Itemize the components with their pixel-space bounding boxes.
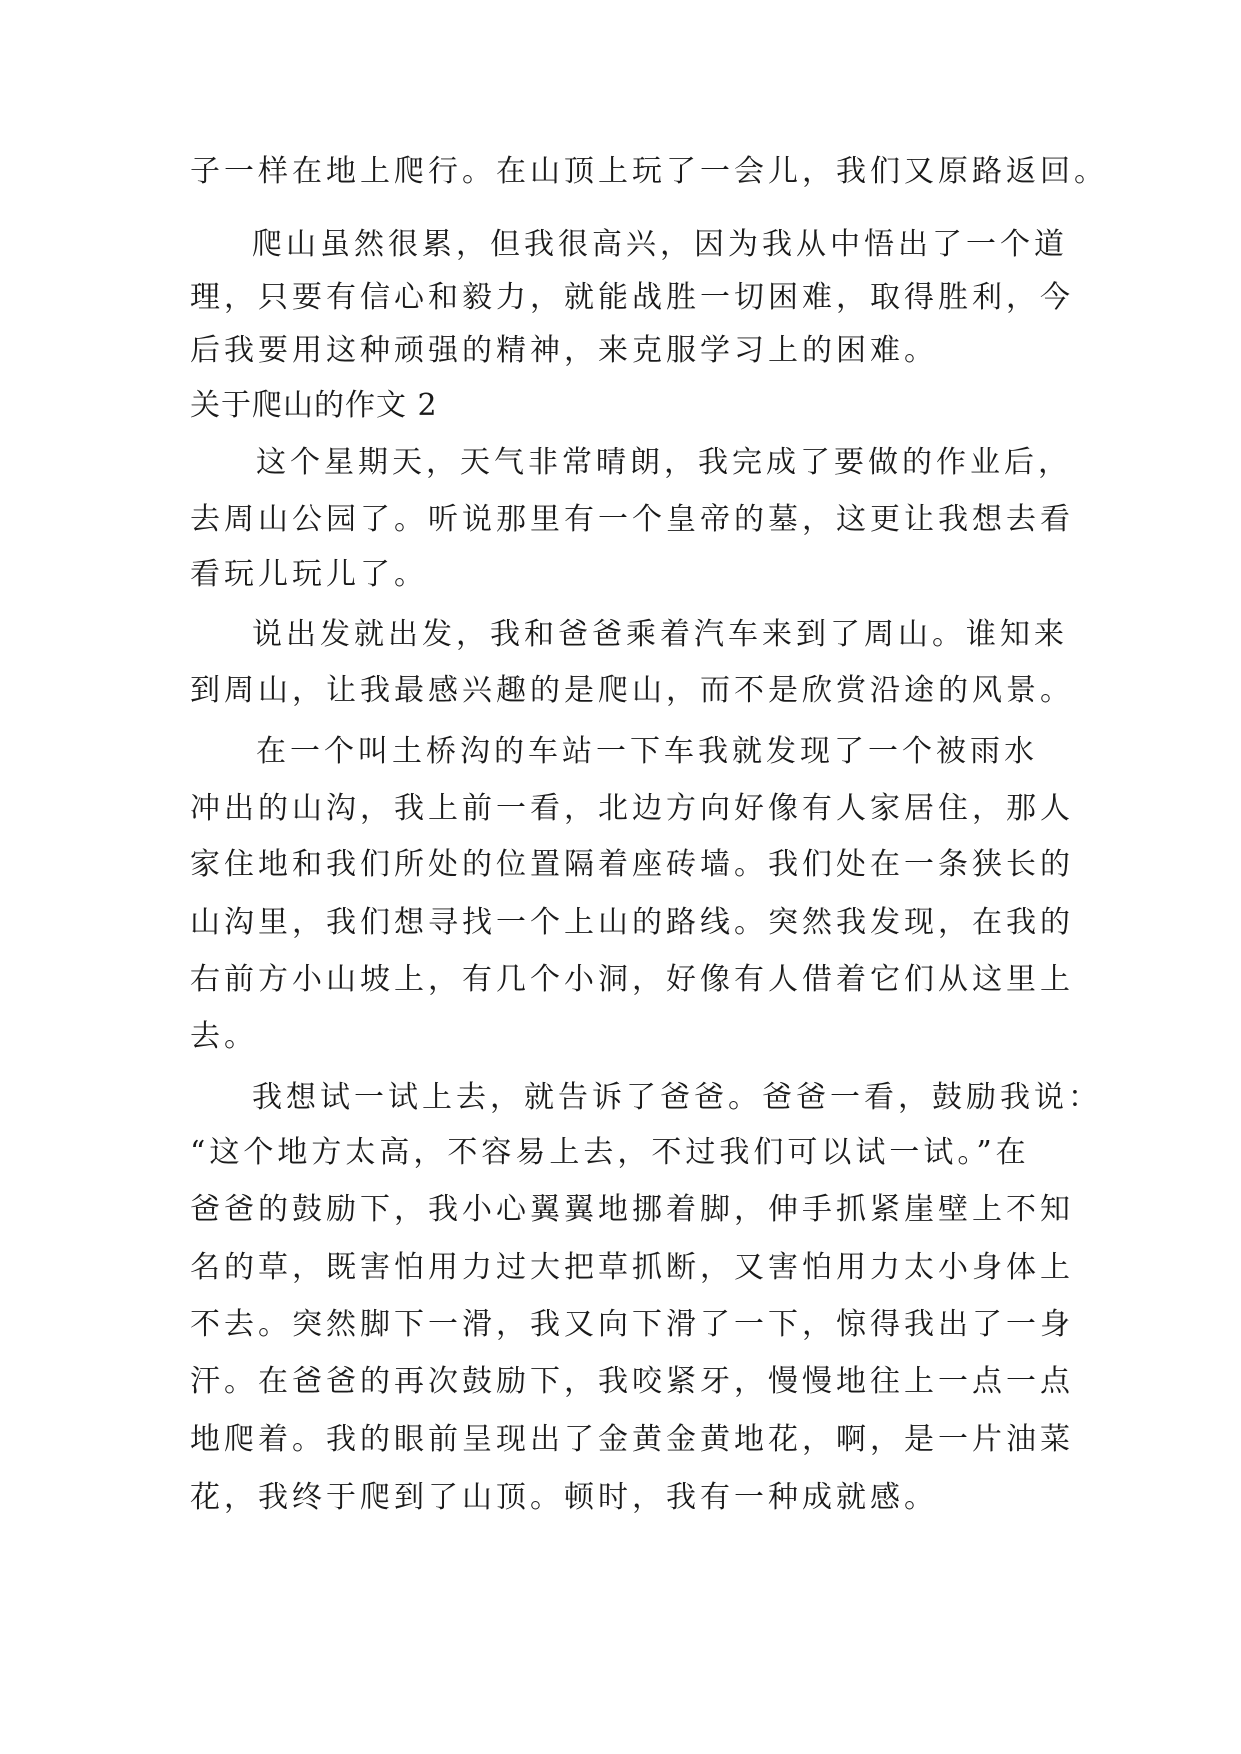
- text-line: 花，我终于爬到了山顶。顿时，我有一种成就感。: [190, 1480, 938, 1515]
- text-line: 在一个叫土桥沟的车站一下车我就发现了一个被雨水: [256, 734, 1038, 769]
- text-line: 名的草，既害怕用力过大把草抓断，又害怕用力太小身体上: [190, 1250, 1074, 1285]
- text-line: 这个星期天，天气非常晴朗，我完成了要做的作业后，: [256, 445, 1072, 480]
- text-line: 去周山公园了。听说那里有一个皇帝的墓，这更让我想去看: [190, 502, 1074, 537]
- text-line: 子一样在地上爬行。在山顶上玩了一会儿，我们又原路返回。: [190, 154, 1108, 189]
- text-line: 右前方小山坡上，有几个小洞，好像有人借着它们从这里上: [190, 962, 1074, 997]
- text-line: 爬山虽然很累，但我很高兴，因为我从中悟出了一个道: [252, 227, 1068, 262]
- text-line: 我想试一试上去，就告诉了爸爸。爸爸一看，鼓励我说：: [252, 1080, 1102, 1115]
- text-line: 汗。在爸爸的再次鼓励下，我咬紧牙，慢慢地往上一点一点: [190, 1364, 1074, 1399]
- text-line: 去。: [190, 1019, 258, 1054]
- text-line: 冲出的山沟，我上前一看，北边方向好像有人家居住，那人: [190, 791, 1074, 826]
- text-line: 不去。突然脚下一滑，我又向下滑了一下，惊得我出了一身: [190, 1307, 1074, 1342]
- text-line: “这个地方太高，不容易上去，不过我们可以试一试。”在: [190, 1135, 1030, 1170]
- text-line: 理，只要有信心和毅力，就能战胜一切困难，取得胜利，今: [190, 280, 1074, 315]
- text-line: 爸爸的鼓励下，我小心翼翼地挪着脚，伸手抓紧崖壁上不知: [190, 1192, 1074, 1227]
- text-line: 看玩儿玩儿了。: [190, 557, 428, 592]
- text-line: 山沟里，我们想寻找一个上山的路线。突然我发现，在我的: [190, 905, 1074, 940]
- section-heading: 关于爬山的作文 2: [190, 388, 438, 423]
- text-line: 地爬着。我的眼前呈现出了金黄金黄地花，啊，是一片油菜: [190, 1422, 1074, 1457]
- text-line: 到周山，让我最感兴趣的是爬山，而不是欣赏沿途的风景。: [190, 673, 1074, 708]
- text-line: 家住地和我们所处的位置隔着座砖墙。我们处在一条狭长的: [190, 847, 1074, 882]
- text-line: 后我要用这种顽强的精神，来克服学习上的困难。: [190, 333, 938, 368]
- text-line: 说出发就出发，我和爸爸乘着汽车来到了周山。谁知来: [252, 617, 1068, 652]
